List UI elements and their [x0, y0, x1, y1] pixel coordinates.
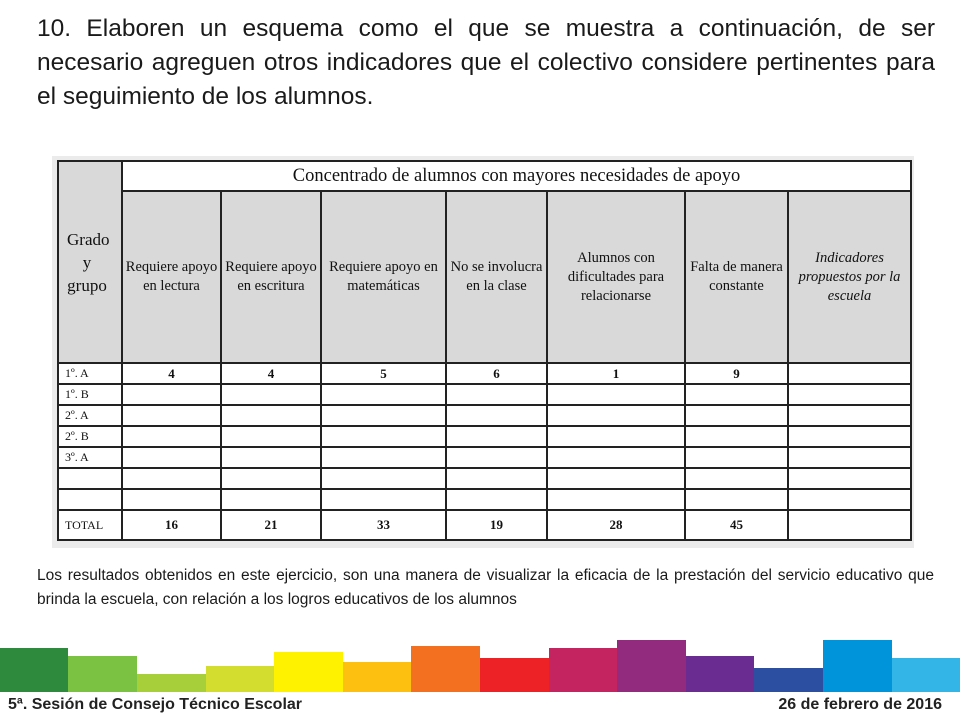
color-bar — [206, 666, 274, 692]
color-bar — [892, 658, 960, 692]
table-row — [58, 405, 911, 426]
table-cell — [685, 426, 788, 447]
table-cell: 5 — [321, 363, 446, 384]
table-cell — [321, 489, 446, 510]
table-row — [58, 363, 911, 384]
row-label: 1º. B — [58, 384, 122, 405]
row-label — [58, 489, 122, 510]
color-bar — [823, 640, 892, 692]
table-cell — [122, 447, 221, 468]
table-cell — [547, 447, 685, 468]
table-cell — [788, 447, 911, 468]
column-header: Indicadores propuestos por la escuela — [788, 191, 911, 363]
table-cell — [221, 489, 321, 510]
total-cell: 19 — [446, 510, 547, 540]
table-cell — [788, 363, 911, 384]
table-cell — [321, 447, 446, 468]
color-bar — [68, 656, 137, 692]
table-cell — [685, 489, 788, 510]
column-header: Requiere apoyo en matemáticas — [321, 191, 446, 363]
table-cell — [221, 405, 321, 426]
total-cell: 33 — [321, 510, 446, 540]
color-bar — [754, 668, 823, 692]
table-cell — [221, 447, 321, 468]
table-cell — [122, 489, 221, 510]
table-cell: 4 — [221, 363, 321, 384]
color-bar — [549, 648, 617, 692]
table-cell: 9 — [685, 363, 788, 384]
table-cell — [685, 447, 788, 468]
table-cell — [221, 384, 321, 405]
column-header: Alumnos con dificultades para relacionarse — [547, 191, 685, 363]
table-cell — [446, 384, 547, 405]
table-cell — [321, 468, 446, 489]
color-bar — [343, 662, 411, 692]
table-cell — [446, 405, 547, 426]
table-cell — [788, 426, 911, 447]
total-row — [58, 510, 911, 540]
row-label: 3º. A — [58, 447, 122, 468]
table-cell — [122, 468, 221, 489]
table-row — [58, 489, 911, 510]
table-image — [52, 156, 914, 548]
table-cell: 1 — [547, 363, 685, 384]
table-cell — [221, 468, 321, 489]
color-bar — [137, 674, 206, 692]
table-row — [58, 426, 911, 447]
table-cell: 4 — [122, 363, 221, 384]
column-header: Requiere apoyo en lectura — [122, 191, 221, 363]
table-cell — [446, 489, 547, 510]
table-cell — [788, 405, 911, 426]
color-bar — [617, 640, 686, 692]
footnote-text: Los resultados obtenidos en este ejercicio, son una manera de visualizar la eficacia de la prestación del servicio educativo que brinda la escuela, con relación a los logros educativos de los alumnos — [37, 567, 934, 608]
table-cell — [547, 384, 685, 405]
row-label: 2º. A — [58, 405, 122, 426]
table-cell — [547, 426, 685, 447]
table-cell — [788, 489, 911, 510]
table-cell — [446, 447, 547, 468]
table-cell — [122, 384, 221, 405]
footer-date: 26 de febrero de 2016 — [778, 696, 942, 713]
color-bar — [480, 658, 549, 692]
table-cell — [547, 405, 685, 426]
color-bar — [274, 652, 343, 692]
total-label: TOTAL — [58, 510, 122, 540]
table-cell — [321, 426, 446, 447]
table-cell — [446, 468, 547, 489]
color-bar — [686, 656, 754, 692]
table-cell — [547, 468, 685, 489]
total-cell: 28 — [547, 510, 685, 540]
table-cell — [321, 384, 446, 405]
table-cell — [221, 426, 321, 447]
instruction-text: 10. Elaboren un esquema como el que se muestra a continuación, de ser necesario agreguen otros indicadores que el colectivo considere pertinentes para el seguimiento de los alumnos. — [37, 15, 935, 110]
table-title: Concentrado de alumnos con mayores necesidades de apoyo — [122, 161, 911, 191]
row-label — [58, 468, 122, 489]
table-cell — [446, 426, 547, 447]
column-header: Requiere apoyo en escritura — [221, 191, 321, 363]
table-cell — [685, 384, 788, 405]
total-cell: 16 — [122, 510, 221, 540]
column-header: No se involucra en la clase — [446, 191, 547, 363]
table-cell — [122, 405, 221, 426]
table-row — [58, 468, 911, 489]
total-cell — [788, 510, 911, 540]
table-row — [58, 384, 911, 405]
table-cell — [122, 426, 221, 447]
needs-table — [57, 160, 912, 541]
color-bar — [0, 648, 68, 692]
footer-session-label: 5ª. Sesión de Consejo Técnico Escolar — [8, 696, 303, 713]
color-bar — [411, 646, 480, 692]
table-row — [58, 447, 911, 468]
table-cell — [788, 468, 911, 489]
table-cell — [547, 489, 685, 510]
table-cell — [685, 405, 788, 426]
table-cell — [321, 405, 446, 426]
row-label: 1º. A — [58, 363, 122, 384]
table-cell — [685, 468, 788, 489]
grado-grupo-header — [58, 161, 122, 363]
grado-grupo-label: Grado y grupo — [67, 229, 110, 295]
column-header: Falta de manera constante — [685, 191, 788, 363]
row-label: 2º. B — [58, 426, 122, 447]
total-cell: 21 — [221, 510, 321, 540]
table-cell: 6 — [446, 363, 547, 384]
table-cell — [788, 384, 911, 405]
total-cell: 45 — [685, 510, 788, 540]
